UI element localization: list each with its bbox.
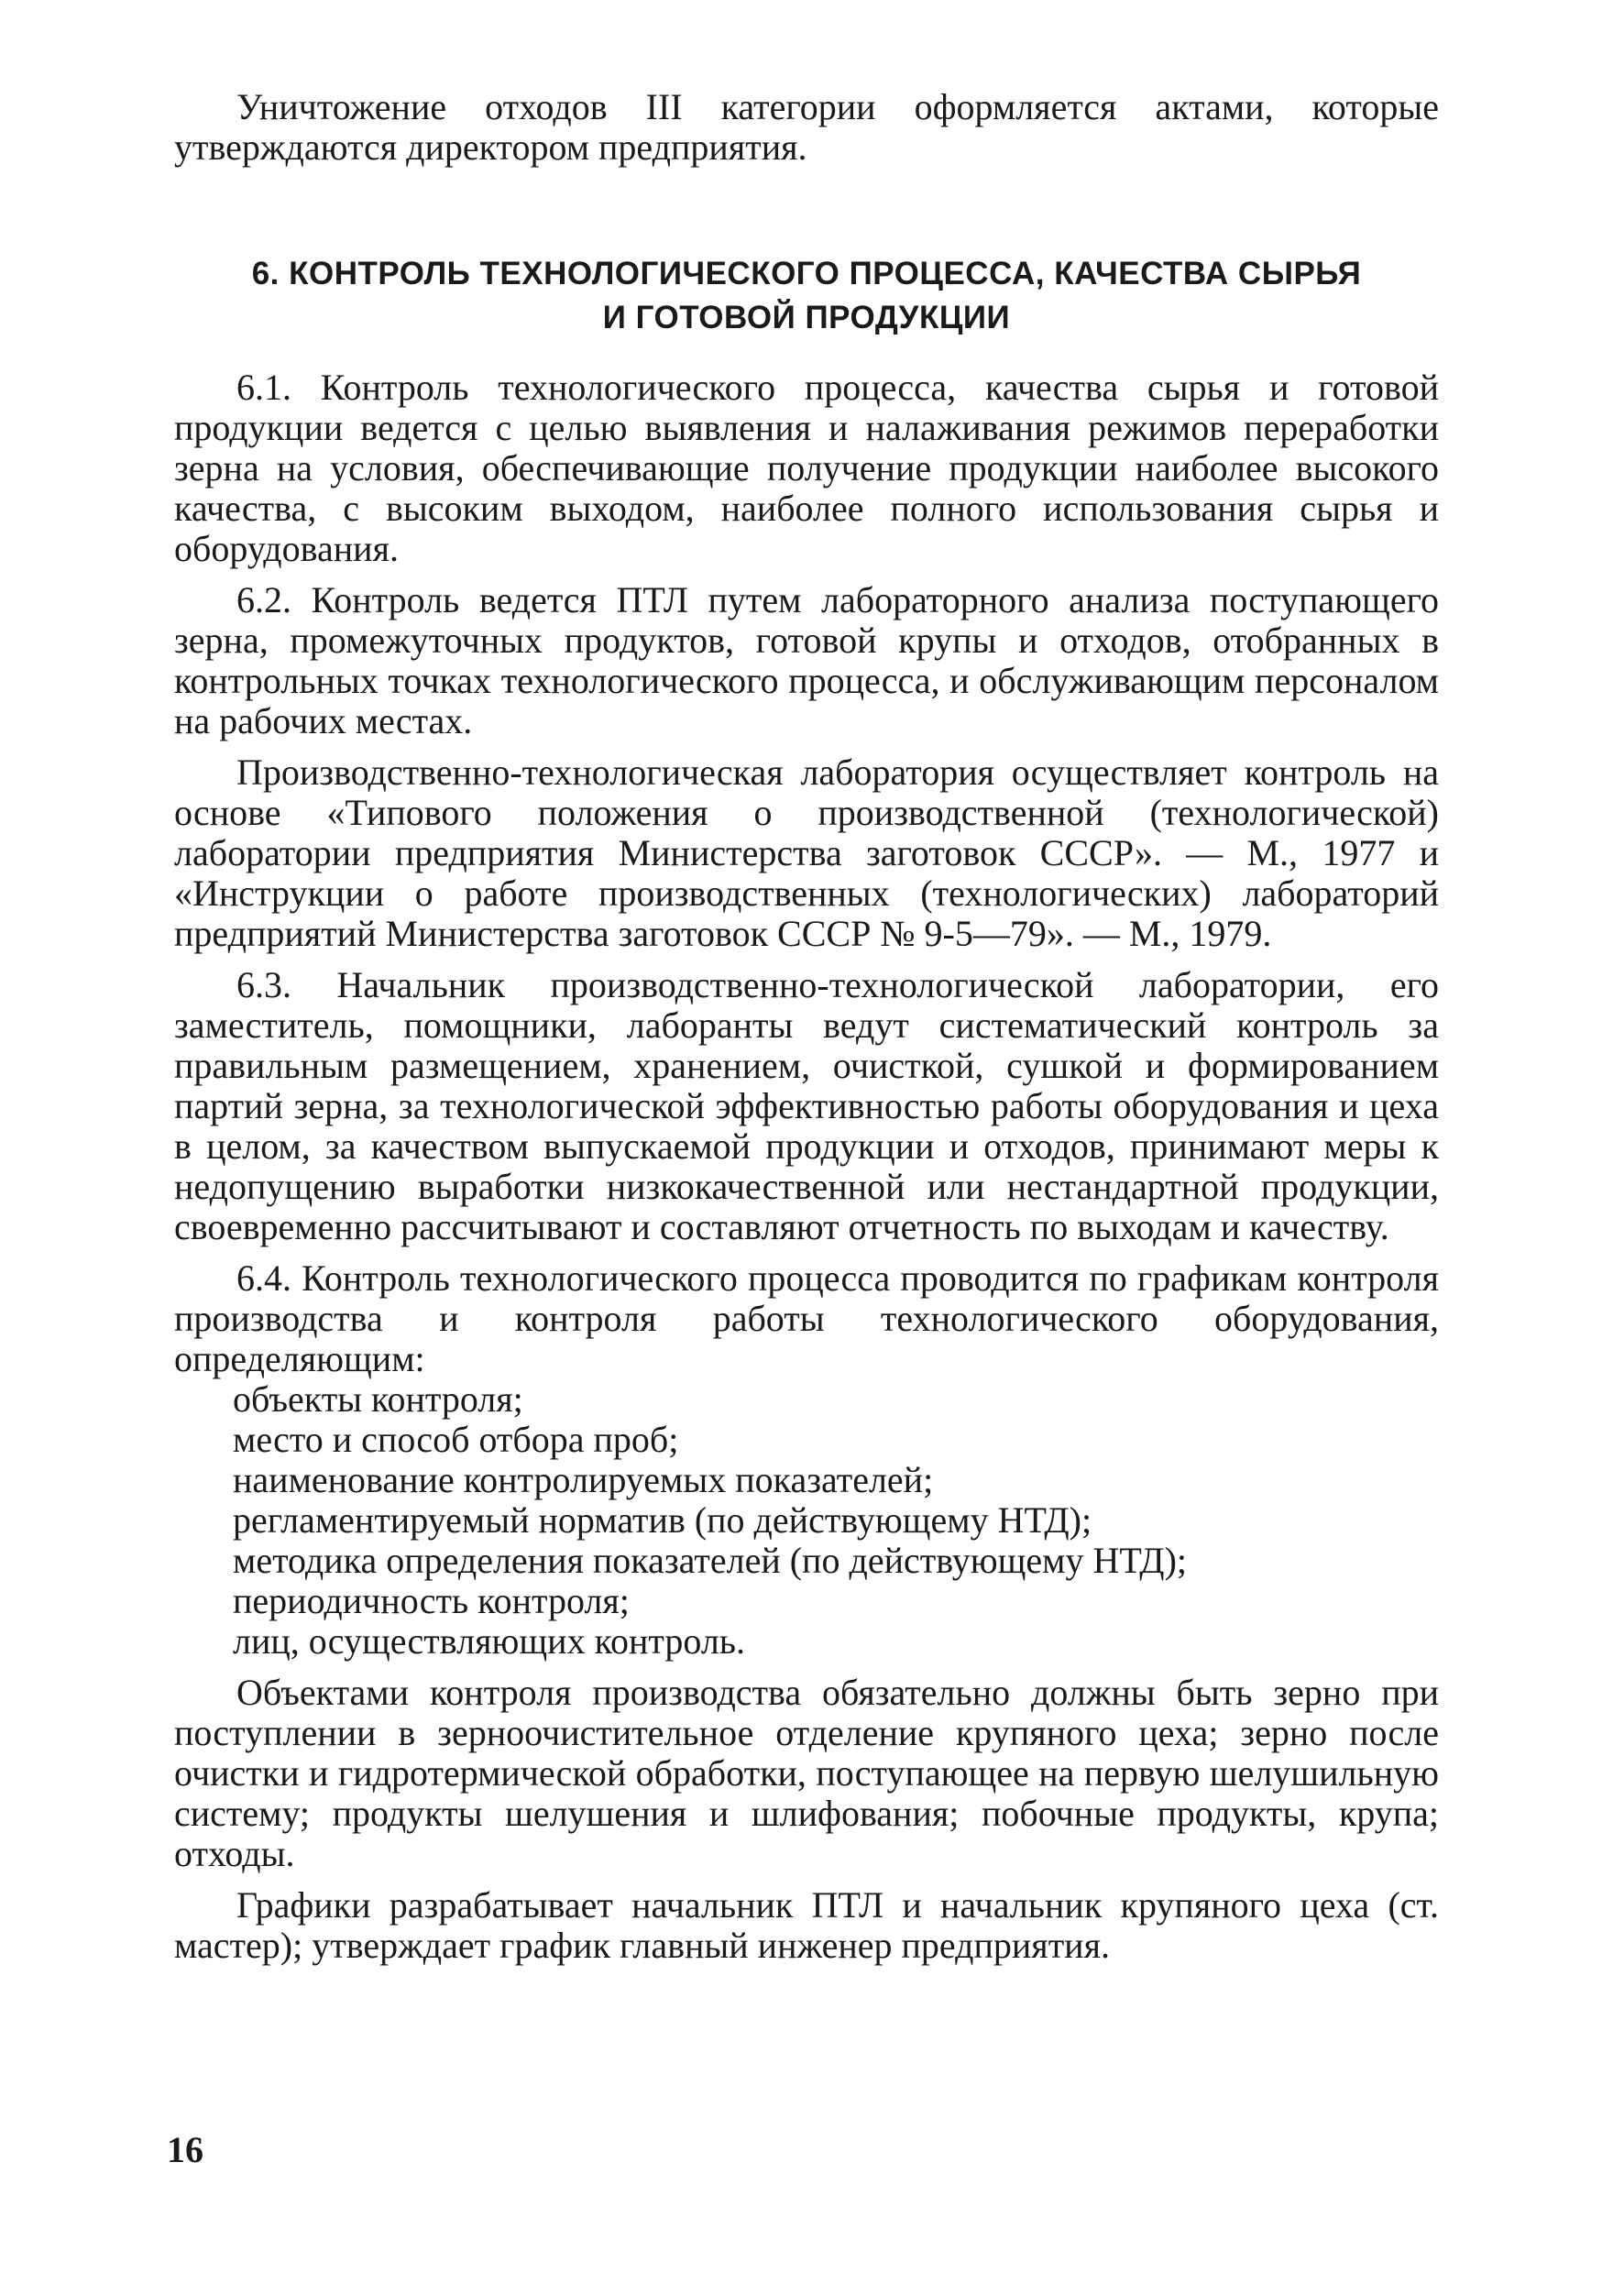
list-item: периодичность контроля; (233, 1580, 630, 1621)
paragraph-schedules: Графики разрабатывает начальник ПТЛ и начальник крупяного цеха (ст. мастер); утверждает график главный инженер предприятия. (174, 1884, 1439, 1966)
control-items-list (174, 1379, 1439, 1662)
intro-paragraph: Уничтожение отходов III категории оформляется актами, которые утверждаются директором предприятия. (174, 86, 1439, 168)
list-item: методика определения показателей (по действующему НТД); (233, 1540, 1187, 1581)
list-item: регламентируемый норматив (по действующему НТД); (233, 1499, 1092, 1541)
list-item: наименование контролируемых показателей; (233, 1459, 934, 1500)
list-item: место и способ отбора проб; (233, 1419, 679, 1460)
section-heading-line-2: И ГОТОВОЙ ПРОДУКЦИИ (602, 300, 1011, 335)
page-number: 16 (167, 2129, 203, 2170)
list-item: объекты контроля; (233, 1378, 523, 1420)
paragraph-control-objects: Объектами контроля производства обязательно должны быть зерно при поступлении в зерноочистительное отделение крупяного цеха; зерно после очистки и гидротермической обработки, поступающее на первую шелушильную систему; продукты шелушения и шлифования; побочные продукты, крупа; отходы. (174, 1672, 1439, 1874)
paragraph-6-3: 6.3. Начальник производственно-технологической лаборатории, его заместитель, помощники, лаборанты ведут систематический контроль за правильным размещением, хранением, очисткой, сушкой и формированием партий зерна, за технологической эффективностью работы оборудования и цеха в целом, за качеством выпускаемой продукции и отходов, принимают меры к недопущению выработки низкокачественной или нестандартной продукции, своевременно рассчитывают и составляют отчетность по выходам и качеству. (174, 964, 1439, 1247)
section-heading-line-1: 6. КОНТРОЛЬ ТЕХНОЛОГИЧЕСКОГО ПРОЦЕССА, КАЧЕСТВА СЫРЬЯ (251, 256, 1362, 291)
list-item: лиц, осуществляющих контроль. (233, 1620, 746, 1662)
page-body (174, 87, 1439, 1966)
paragraph-6-4: 6.4. Контроль технологического процесса проводится по графикам контроля производства и контроля работы технологического оборудования, определяющим: (174, 1257, 1439, 1379)
paragraph-laboratory: Производственно-технологическая лаборатория осуществляет контроль на основе «Типового положения о производственной (технологической) лаборатории предприятия Министерства заготовок СССР». — М., 1977 и «Инструкции о работе производственных (технологических) лабораторий предприятий Министерства заготовок СССР № 9-5—79». — М., 1979. (174, 752, 1439, 954)
paragraph-6-1: 6.1. Контроль технологического процесса, качества сырья и готовой продукции ведется с целью выявления и налаживания режимов переработки зерна на условия, обеспечивающие получение продукции наиболее высокого качества, с высоким выходом, наиболее полного использования сырья и оборудования. (174, 367, 1439, 569)
section-heading (174, 252, 1439, 340)
paragraph-6-2: 6.2. Контроль ведется ПТЛ путем лабораторного анализа поступающего зерна, промежуточных продуктов, готовой крупы и отходов, отобранных в контрольных точках технологического процесса, и обслуживающим персоналом на рабочих местах. (174, 579, 1439, 741)
